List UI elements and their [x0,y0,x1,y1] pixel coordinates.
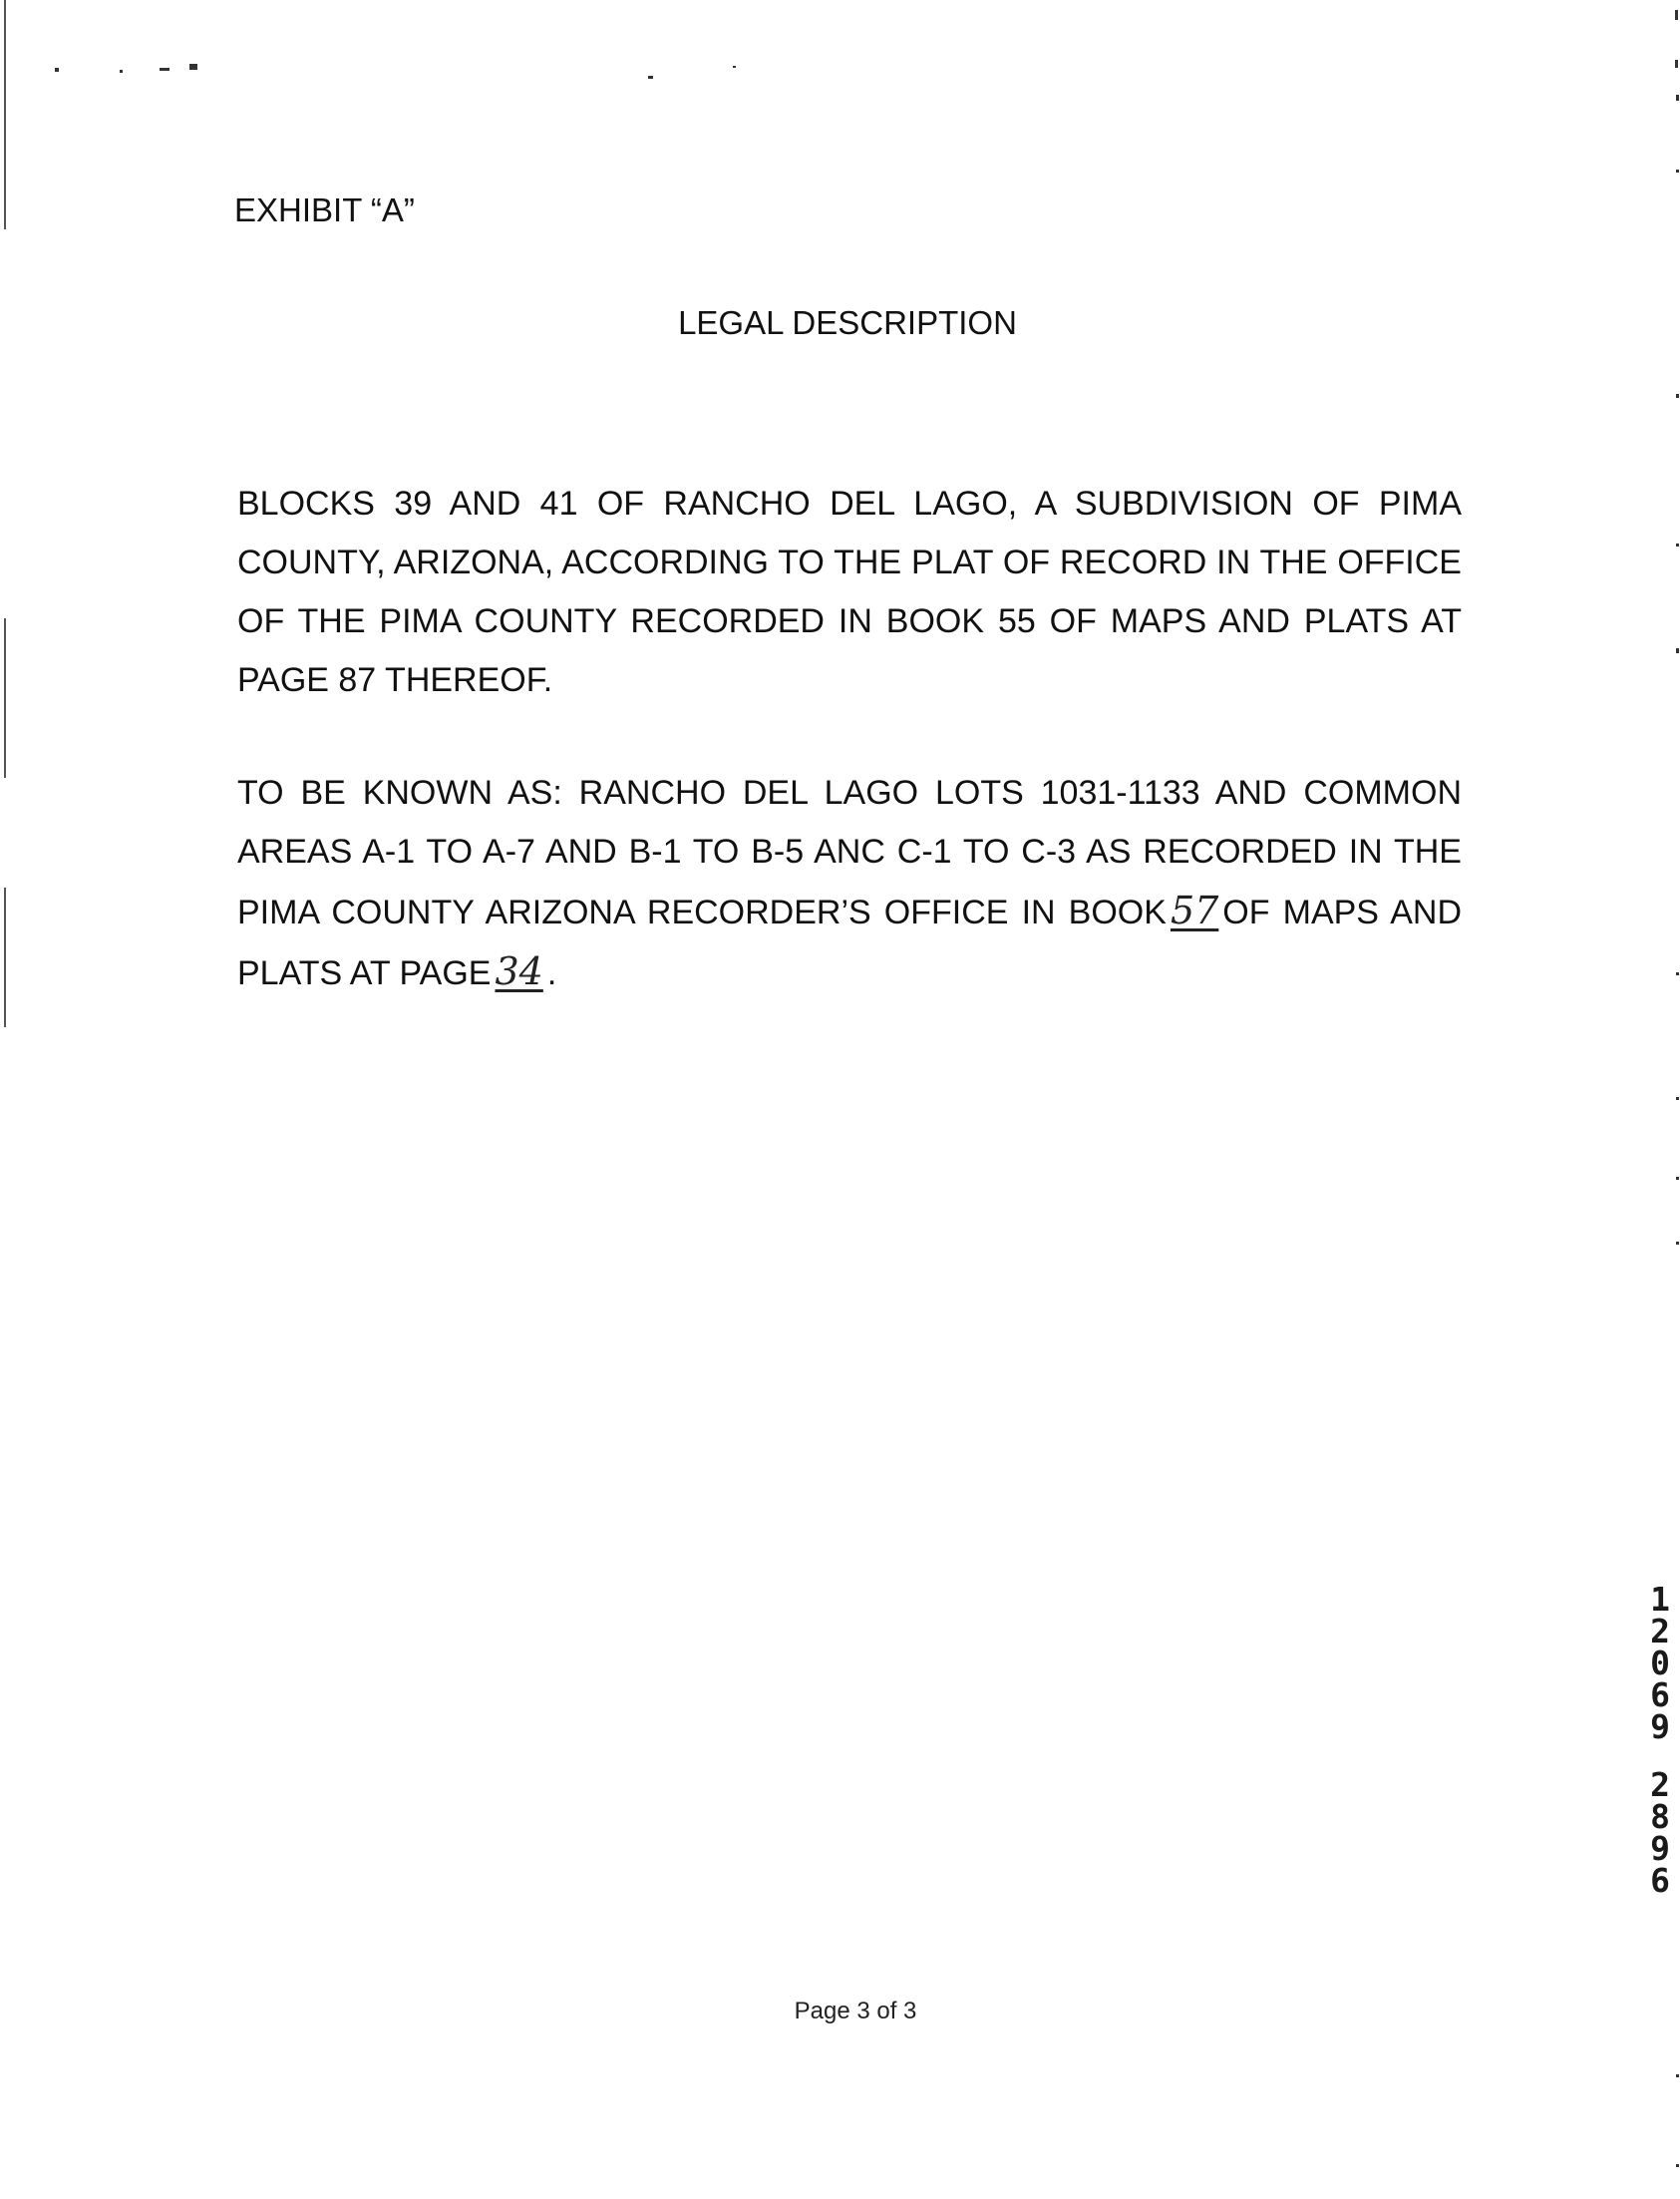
exhibit-title: EXHIBIT “A” [234,191,415,228]
scan-speck [55,68,59,72]
known-as-text: TO BE KNOWN AS: RANCHO DEL LAGO LOTS 1031-1133 AND COMMON AREAS A-1 TO A-7 AND B-1 TO B-5 ANC C-1 TO C-3 AS RECORDED IN THE PIMA COUNTY ARIZONA RECORDER’S OFFICE IN BOOK [237,774,1462,931]
handwritten-book-number: 57 [1170,889,1219,932]
scan-speck [1675,60,1678,68]
legal-description-paragraph: BLOCKS 39 AND 41 OF RANCHO DEL LAGO, A SUBDIVISION OF PIMA COUNTY, ARIZONA, ACCORDING TO THE PLAT OF RECORD IN THE OFFICE OF THE PIMA COUNTY RECORDED IN BOOK 55 OF MAPS AND PLATS AT PAGE 87 THEREOF. [237,485,1462,699]
known-as-text-continued: OF MAPS AND PLATS AT PAGE [237,894,1462,992]
scan-speck [1676,95,1679,101]
scan-speck [1676,1097,1679,1100]
stamp-digit: 9 [1650,1707,1670,1746]
scan-speck [160,68,169,71]
stamp-digit: 2 [1650,1765,1670,1804]
scan-edge-mark [4,618,6,778]
known-as-paragraph [237,764,1462,1003]
scan-speck [1675,10,1678,20]
stamp-digit: 2 [1650,1612,1670,1650]
stamp-digit: 0 [1650,1644,1670,1682]
scan-speck [1676,2074,1679,2077]
scan-speck [120,70,123,73]
scan-speck [648,76,653,79]
scan-speck [1676,972,1679,975]
scan-edge-mark [4,888,6,1027]
legal-description-heading: LEGAL DESCRIPTION [678,304,1017,341]
stamp-digit: 6 [1650,1675,1670,1714]
scan-speck [1676,170,1679,173]
stamp-digit: 9 [1650,1829,1670,1868]
scan-speck [1676,1242,1679,1245]
scan-speck [733,66,736,68]
scan-speck [1676,1177,1679,1180]
page-number: Page 3 of 3 [794,1998,917,2024]
scan-speck [1676,544,1679,547]
recording-number-stamp [1640,1580,1680,1900]
scan-speck [189,64,197,70]
stamp-digit: 8 [1650,1797,1670,1836]
known-as-text-end: . [546,954,557,992]
stamp-digit: 6 [1650,1861,1670,1900]
scan-speck [1676,394,1679,398]
scan-speck [1676,2164,1679,2167]
scan-edge-mark [4,0,6,229]
stamp-digit: 1 [1650,1580,1670,1619]
scan-speck [1676,648,1679,653]
handwritten-page-number: 34 [495,949,543,993]
